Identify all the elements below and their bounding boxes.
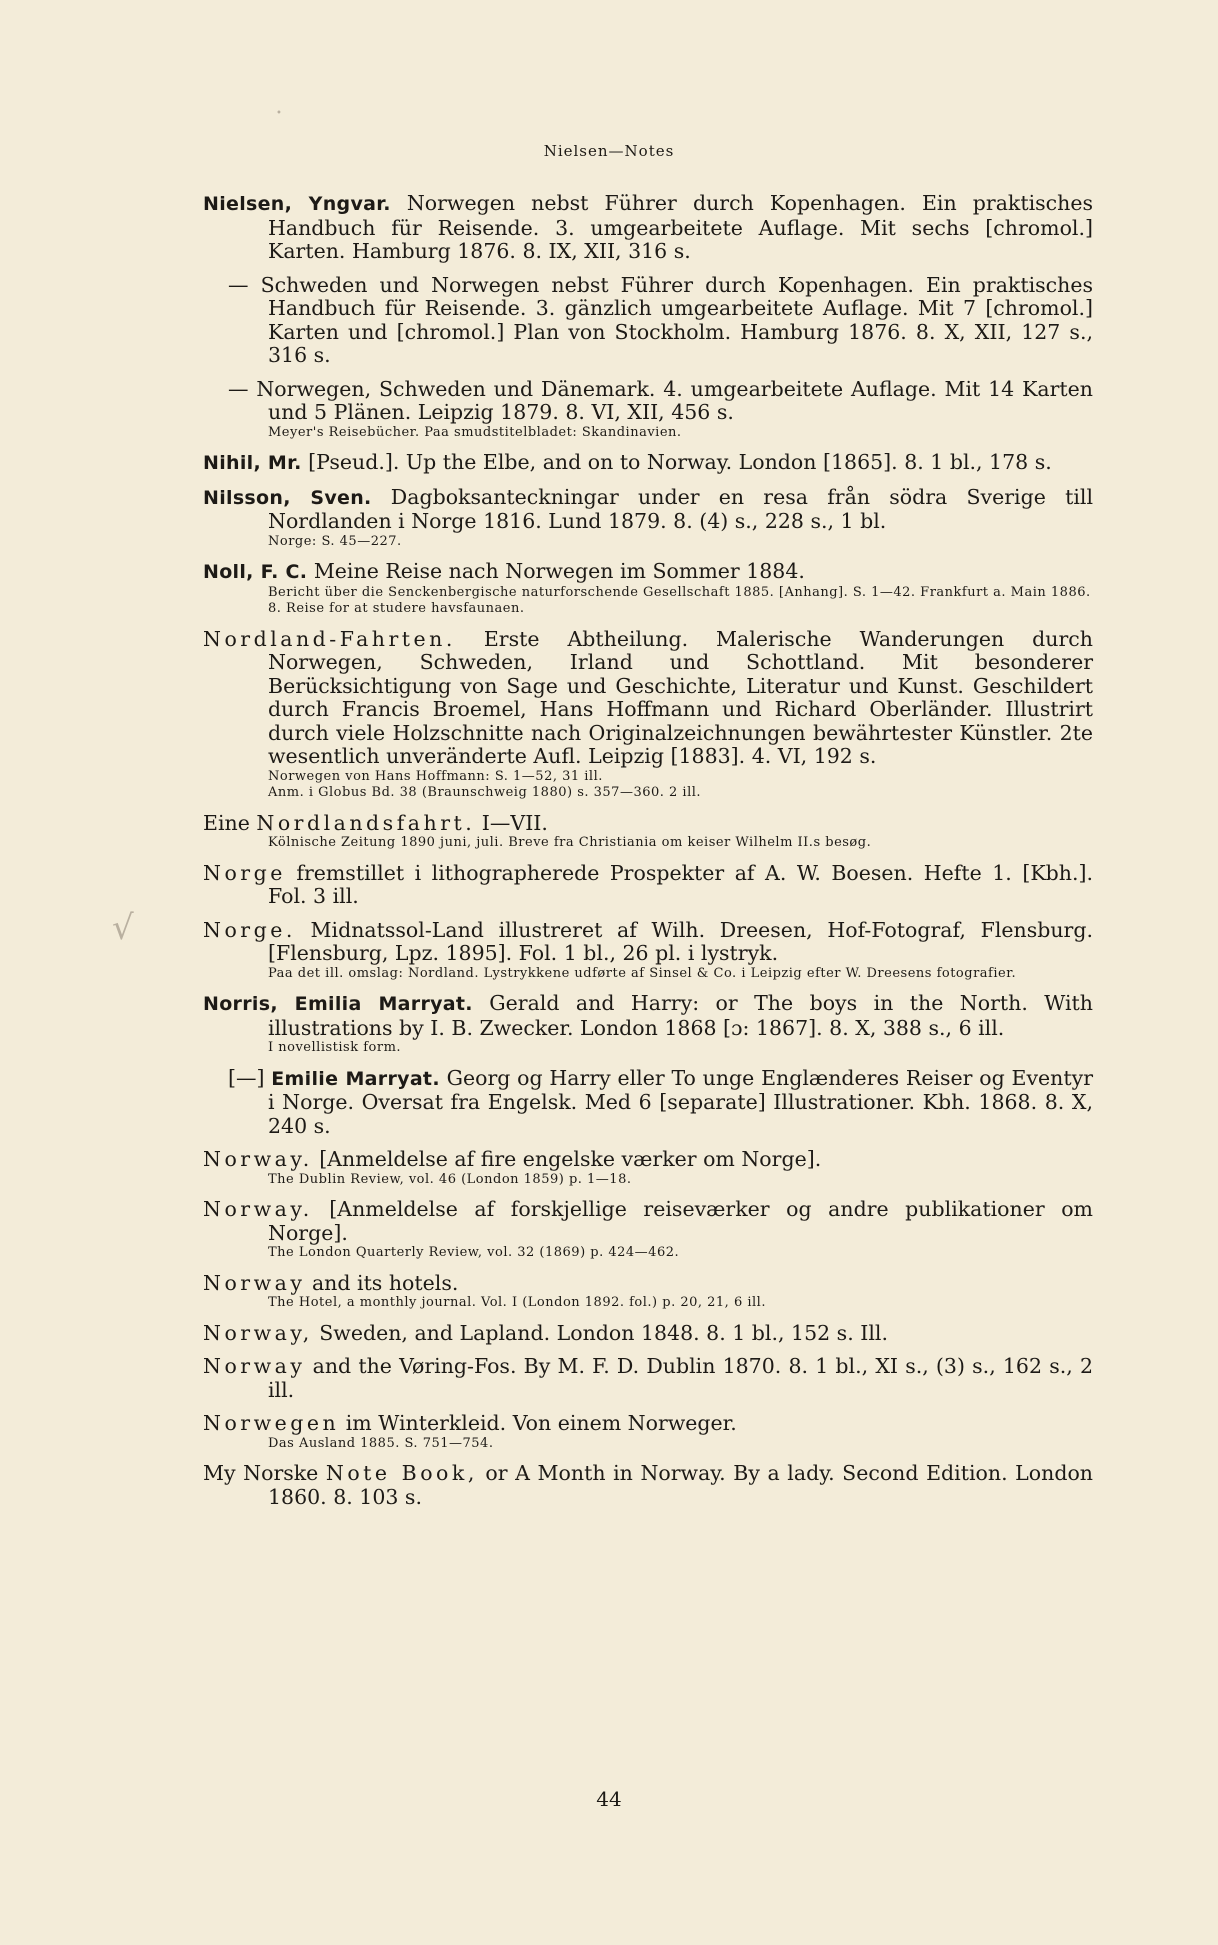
entry-noll (203, 560, 1093, 618)
entry-main (203, 812, 1093, 836)
entry-spaced-title: Norwegen (203, 1411, 340, 1435)
entry-spaced-title: Nordland-Fahrten. (203, 626, 456, 651)
entry-note-2: Anm. i Globus Bd. 38 (Braunschweig 1880) s. 357—360. 2 ill. (268, 785, 702, 800)
entry-spaced-title: Norway (203, 1354, 306, 1378)
entry-note: Bericht über die Senckenbergische naturforschende Gesellschaft 1885. [Anhang]. S. 1—42. Frankfurt a. Main 1886. 8. Reise for at studere havsfaunaen. (268, 584, 1091, 616)
entry-text: Norwegen, Schweden und Dänemark. 4. umgearbeitete Auflage. Mit 14 Karten und 5 Plänen. Leipzig 1879. 8. VI, XII, 456 s. (256, 376, 1093, 424)
entry-spaced-title: Note Book, (325, 1461, 478, 1485)
entry-nihil (203, 451, 1093, 476)
entry-nielsen-3 (203, 378, 1093, 442)
entry-note: I novellistisk form. (268, 1040, 402, 1055)
entry-main (203, 274, 1093, 368)
entry-main (203, 1322, 1093, 1346)
entry-spaced-title: Norway (203, 1270, 306, 1295)
entry-text: and the Vøring-Fos. By M. F. D. Dublin 1870. 8. 1 bl., XI s., (3) s., 162 s., 2 ill. (268, 1354, 1093, 1402)
entry-heading: Noll, F. C. (203, 561, 308, 583)
entry-text: Meine Reise nach Norwegen im Sommer 1884. (307, 559, 805, 583)
entry-main (203, 1462, 1093, 1509)
entry-lead: — (228, 376, 257, 401)
entry-main (203, 1148, 1093, 1172)
entry-text: [Pseud.]. Up the Elbe, and on to Norway. London [1865]. 8. 1 bl., 178 s. (301, 450, 1052, 474)
entry-main (203, 1412, 1093, 1436)
entry-nordlandsfahrt (203, 812, 1093, 852)
entry-norway-hotels (203, 1272, 1093, 1312)
entry-text: Dagboksanteckningar under en resa från södra Sverige till Nordlanden i Norge 1816. Lund 1879. 8. (4) s., 228 s., 1 bl. (268, 484, 1093, 533)
entry-main (203, 560, 1093, 585)
entry-note: The London Quarterly Review, vol. 32 (1869) p. 424—462. (268, 1245, 680, 1260)
entry-norway-1 (203, 1148, 1093, 1188)
entry-lead: — (228, 272, 261, 297)
margin-checkmark: √ (112, 908, 134, 948)
bibliography-entries (203, 192, 1093, 1519)
entry-spaced-title: Norge (203, 860, 286, 885)
entry-norge-2 (203, 919, 1093, 983)
entry-text: and its hotels. (305, 1270, 459, 1295)
entry-nordland-fahrten (203, 628, 1093, 802)
entry-spaced-title: Norway, (203, 1320, 313, 1345)
entry-text: or A Month in Norway. By a lady. Second Edition. London 1860. 8. 103 s. (268, 1461, 1093, 1509)
entry-text: fremstillet i lithographerede Prospekter af A. W. Boesen. Hefte 1. [Kbh.]. Fol. 3 ill. (268, 860, 1093, 908)
entry-note: Das Ausland 1885. S. 751—754. (268, 1435, 494, 1451)
page-number: 44 (596, 1787, 622, 1811)
entry-text: Schweden und Norwegen nebst Führer durch Kopenhagen. Ein praktisches Handbuch für Reisende. 3. gänzlich umgearbeitete Auflage. Mit 7 [chromol.] Karten und [chromol.] Plan von Stockholm. Hamburg 1876. 8. X, XII, 127 s., 316 s. (260, 272, 1093, 367)
entry-text: Georg og Harry eller To unge Englænderes Reiser og Eventyr i Norge. Oversat fra Engelsk. Med 6 [separate] Illustrationer. Kbh. 1868. 8. X, 240 s. (268, 1065, 1093, 1138)
entry-text: [Anmeldelse af forskjellige reiseværker og andre publikationer om Norge]. (268, 1197, 1093, 1245)
entry-heading: Nielsen, Yngvar. (203, 193, 391, 215)
entry-heading: Emilie Marryat. (271, 1067, 440, 1090)
entry-note: The Dublin Review, vol. 46 (London 1859) p. 1—18. (268, 1171, 632, 1187)
entry-main (203, 451, 1093, 476)
entry-nielsen-2 (203, 274, 1093, 368)
entry-note: Meyer's Reisebücher. Paa smudstitelbladet: Skandinavien. (268, 424, 682, 440)
entry-note: Paa det ill. omslag: Nordland. Lystrykkene udførte af Sinsel & Co. i Leipzig efter W. Dreesens fotografier. (268, 965, 1017, 981)
entry-nielsen-1 (203, 192, 1093, 264)
entry-norway-voring-fos (203, 1355, 1093, 1402)
entry-lead: Eine (203, 810, 257, 835)
entry-main (203, 192, 1093, 264)
running-head: Nielsen—Notes (543, 142, 675, 160)
entry-norris (203, 992, 1093, 1057)
entry-heading: Nihil, Mr. (203, 452, 302, 474)
entry-norway-2 (203, 1198, 1093, 1262)
entry-main (203, 1198, 1093, 1245)
entry-main (203, 628, 1093, 769)
entry-marryat (203, 1067, 1093, 1139)
entry-heading: Norris, Emilia Marryat. (203, 993, 473, 1015)
entry-text: Midnatssol-Land illustreret af Wilh. Dreesen, Hof-Fotograf, Flensburg. [Flensburg, Lpz. 1895]. Fol. 1 bl., 26 pl. i lystryk. (268, 917, 1093, 965)
entry-text: Norwegen nebst Führer durch Kopenhagen. Ein praktisches Handbuch für Reisende. 3. umgearbeitete Auflage. Mit sechs [chromol.] Karten. Hamburg 1876. 8. IX, XII, 316 s. (268, 191, 1093, 263)
entry-main (203, 1272, 1093, 1296)
entry-main (203, 862, 1093, 909)
entry-norwegen-winterkleid (203, 1412, 1093, 1452)
entry-note: Norge: S. 45—227. (268, 533, 402, 549)
entry-spaced-title: Norge. (203, 917, 296, 942)
entry-main (203, 486, 1093, 534)
entry-heading: Nilsson, Sven. (203, 486, 372, 509)
entry-spaced-title: Nordlandsfahrt. (256, 810, 476, 835)
entry-text: I—VII. (475, 810, 548, 835)
entry-text: [Anmeldelse af fire engelske værker om Norge]. (312, 1147, 822, 1171)
entry-main (203, 1355, 1093, 1402)
entry-norway-sweden-lapland (203, 1322, 1093, 1346)
entry-lead: [—] (228, 1065, 272, 1090)
entry-note: Norwegen von Hans Hoffmann: S. 1—52, 31 ill. (268, 768, 603, 784)
entry-main (203, 919, 1093, 966)
entry-note: Kölnische Zeitung 1890 juni, juli. Breve fra Christiania om keiser Wilhelm II.s besøg. (268, 835, 872, 850)
entry-spaced-title: Norway. (203, 1197, 313, 1221)
entry-text: Gerald and Harry: or The boys in the North. With illustrations by I. B. Zwecker. London 1868 [ɔ: 1867]. 8. X, 388 s., 6 ill. (268, 991, 1093, 1040)
entry-norge-1 (203, 862, 1093, 909)
entry-text: im Winterkleid. Von einem Norweger. (339, 1411, 737, 1435)
stray-dot: • (276, 108, 282, 119)
entry-note: The Hotel, a monthly journal. Vol. I (London 1892. fol.) p. 20, 21, 6 ill. (268, 1295, 766, 1310)
entry-text: Sweden, and Lapland. London 1848. 8. 1 bl., 152 s. Ill. (312, 1320, 888, 1345)
entry-lead: My Norske (203, 1461, 326, 1485)
entry-main (203, 992, 1093, 1040)
entry-spaced-title: Norway. (203, 1147, 313, 1171)
entry-nilsson (203, 486, 1093, 551)
entry-main (203, 1067, 1093, 1139)
entry-text: Erste Abtheilung. Malerische Wanderungen durch Norwegen, Schweden, Irland und Schottland. Mit besonderer Berücksichtigung von Sage und Geschichte, Literatur und Kunst. Geschildert durch Francis Broemel, Hans Hoffmann und Richard Oberländer. Illustrirt durch viele Holzschnitte nach Originalzeichnungen bewährtester Künstler. 2te wesentlich unveränderte Aufl. Leipzig [1883]. 4. VI, 192 s. (268, 626, 1093, 768)
entry-norske-note-book (203, 1462, 1093, 1509)
entry-main (203, 378, 1093, 425)
